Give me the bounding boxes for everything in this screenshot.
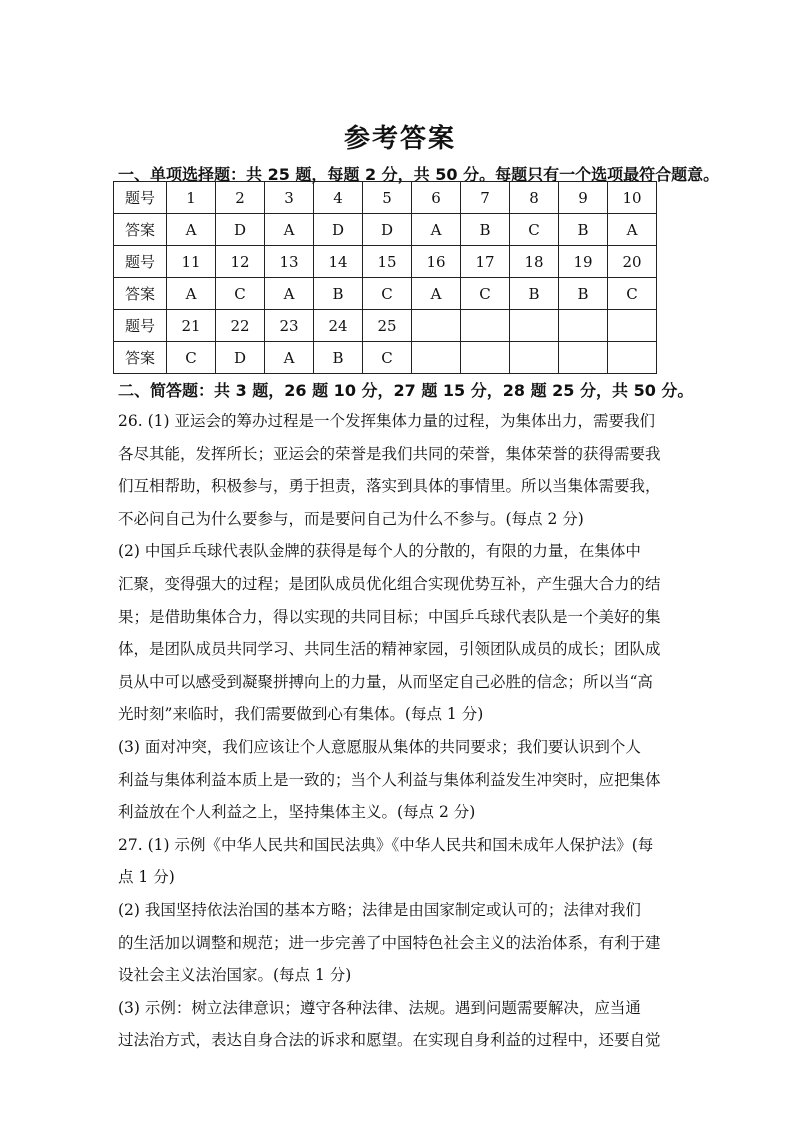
table-cell: D — [314, 214, 363, 246]
table-cell: A — [608, 214, 657, 246]
text-line: 汇聚，变得强大的过程；是团队成员优化组合实现优势互补，产生强大合力的结 — [118, 574, 661, 593]
table-cell: 5 — [363, 182, 412, 214]
text-line: 26. (1) 亚运会的筹办过程是一个发挥集体力量的过程，为集体出力，需要我们 — [118, 412, 655, 430]
text-line: 光时刻”来临时，我们需要做到心有集体。(每点 1 分) — [118, 705, 484, 724]
text-line: 过法治方式，表达自身合法的诉求和愿望。在实现自身利益的过程中，还要自觉 — [118, 1031, 661, 1050]
page-title: 参考答案 — [343, 124, 456, 154]
text-line: 果；是借助集体合力，得以实现的共同目标；中国乒乓球代表队是一个美好的集 — [118, 607, 661, 626]
text-line: 27. (1) 示例《中华人民共和国民法典》《中华人民共和国未成年人保护法》(每 — [118, 835, 654, 854]
table-cell: 25 — [363, 310, 412, 342]
text-line: (3) 示例：树立法律意识；遵守各种法律、法规。遇到问题需要解决，应当通 — [118, 998, 641, 1017]
text-line: 利益放在个人利益之上，坚持集体主义。(每点 2 分) — [118, 803, 476, 822]
text-line: (3) 面对冲突，我们应该让个人意愿服从集体的共同要求；我们要认识到个人 — [118, 737, 641, 756]
table-cell: C — [167, 342, 216, 374]
table-cell — [559, 342, 608, 374]
table-cell: B — [314, 278, 363, 310]
table-cell: 13 — [265, 246, 314, 278]
table-cell: 11 — [167, 246, 216, 278]
text-line: 不必问自己为什么要参与，而是要问自己为什么不参与。(每点 2 分) — [118, 509, 584, 528]
table-cell: B — [314, 342, 363, 374]
table-row — [114, 310, 657, 342]
table-cell: C — [363, 342, 412, 374]
table-cell: C — [216, 278, 265, 310]
table-cell — [412, 310, 461, 342]
text-line: 员从中可以感受到凝聚拼搏向上的力量，从而坚定自己必胜的信念；所以当“高 — [118, 672, 653, 691]
table-cell — [510, 342, 559, 374]
table-row — [114, 278, 657, 310]
table-cell: C — [510, 214, 559, 246]
row-label: 题号 — [114, 182, 167, 214]
text-line: 点 1 分) — [118, 868, 175, 887]
table-cell: 15 — [363, 246, 412, 278]
table-cell: A — [265, 342, 314, 374]
table-cell: D — [216, 342, 265, 374]
table-cell: 14 — [314, 246, 363, 278]
table-cell: D — [363, 214, 412, 246]
table-cell — [412, 342, 461, 374]
table-row — [114, 342, 657, 374]
row-label: 答案 — [114, 278, 167, 310]
table-cell: 20 — [608, 246, 657, 278]
text-line: 们互相帮助，积极参与，勇于担责，落实到具体的事情里。所以当集体需要我， — [118, 477, 661, 496]
section1-heading: 一、单项选择题：共 25 题，每题 2 分，共 50 分。每题只有一个选项最符合题意。 — [118, 165, 720, 184]
short-answer-text — [118, 405, 693, 1057]
text-line: 的生活加以调整和规范；进一步完善了中国特色社会主义的法治体系，有利于建 — [118, 933, 661, 952]
table-cell: 17 — [461, 246, 510, 278]
table-cell: 16 — [412, 246, 461, 278]
section2-heading: 二、简答题：共 3 题，26 题 10 分，27 题 15 分，28 题 25 分，共 50 分。 — [118, 381, 694, 400]
answer-table — [113, 181, 657, 374]
table-cell: 24 — [314, 310, 363, 342]
text-line: 体，是团队成员共同学习、共同生活的精神家园，引领团队成员的成长；团队成 — [118, 640, 661, 659]
row-label: 答案 — [114, 214, 167, 246]
table-cell: 18 — [510, 246, 559, 278]
table-cell: C — [363, 278, 412, 310]
table-cell: 9 — [559, 182, 608, 214]
table-row — [114, 214, 657, 246]
table-cell: A — [167, 214, 216, 246]
table-cell: C — [608, 278, 657, 310]
table-cell: 21 — [167, 310, 216, 342]
text-line: (2) 我国坚持依法治国的基本方略；法律是由国家制定或认可的；法律对我们 — [118, 900, 641, 919]
table-cell: 23 — [265, 310, 314, 342]
table-cell — [510, 310, 559, 342]
table-row — [114, 246, 657, 278]
table-cell: B — [510, 278, 559, 310]
table-cell: A — [265, 214, 314, 246]
table-cell: 22 — [216, 310, 265, 342]
text-line: (2) 中国乒乓球代表队金牌的获得是每个人的分散的，有限的力量，在集体中 — [118, 542, 641, 561]
table-cell: A — [412, 278, 461, 310]
text-line: 设社会主义法治国家。(每点 1 分) — [118, 966, 352, 985]
row-label: 题号 — [114, 246, 167, 278]
table-cell: B — [559, 278, 608, 310]
table-cell: B — [559, 214, 608, 246]
table-cell: A — [412, 214, 461, 246]
table-cell — [461, 342, 510, 374]
table-cell — [559, 310, 608, 342]
table-row — [114, 182, 657, 214]
table-cell: B — [461, 214, 510, 246]
text-line: 利益与集体利益本质上是一致的；当个人利益与集体利益发生冲突时，应把集体 — [118, 770, 661, 789]
table-cell: 19 — [559, 246, 608, 278]
table-cell — [461, 310, 510, 342]
table-cell — [608, 342, 657, 374]
row-label: 答案 — [114, 342, 167, 374]
table-cell: 2 — [216, 182, 265, 214]
table-cell: 4 — [314, 182, 363, 214]
table-cell: 3 — [265, 182, 314, 214]
table-cell: A — [265, 278, 314, 310]
table-cell: C — [461, 278, 510, 310]
table-cell: D — [216, 214, 265, 246]
table-cell: 1 — [167, 182, 216, 214]
table-cell: 6 — [412, 182, 461, 214]
table-cell: A — [167, 278, 216, 310]
row-label: 题号 — [114, 310, 167, 342]
table-cell — [608, 310, 657, 342]
table-cell: 8 — [510, 182, 559, 214]
table-cell: 12 — [216, 246, 265, 278]
text-line: 各尽其能，发挥所长；亚运会的荣誉是我们共同的荣誉，集体荣誉的获得需要我 — [118, 444, 661, 463]
table-cell: 7 — [461, 182, 510, 214]
table-cell: 10 — [608, 182, 657, 214]
